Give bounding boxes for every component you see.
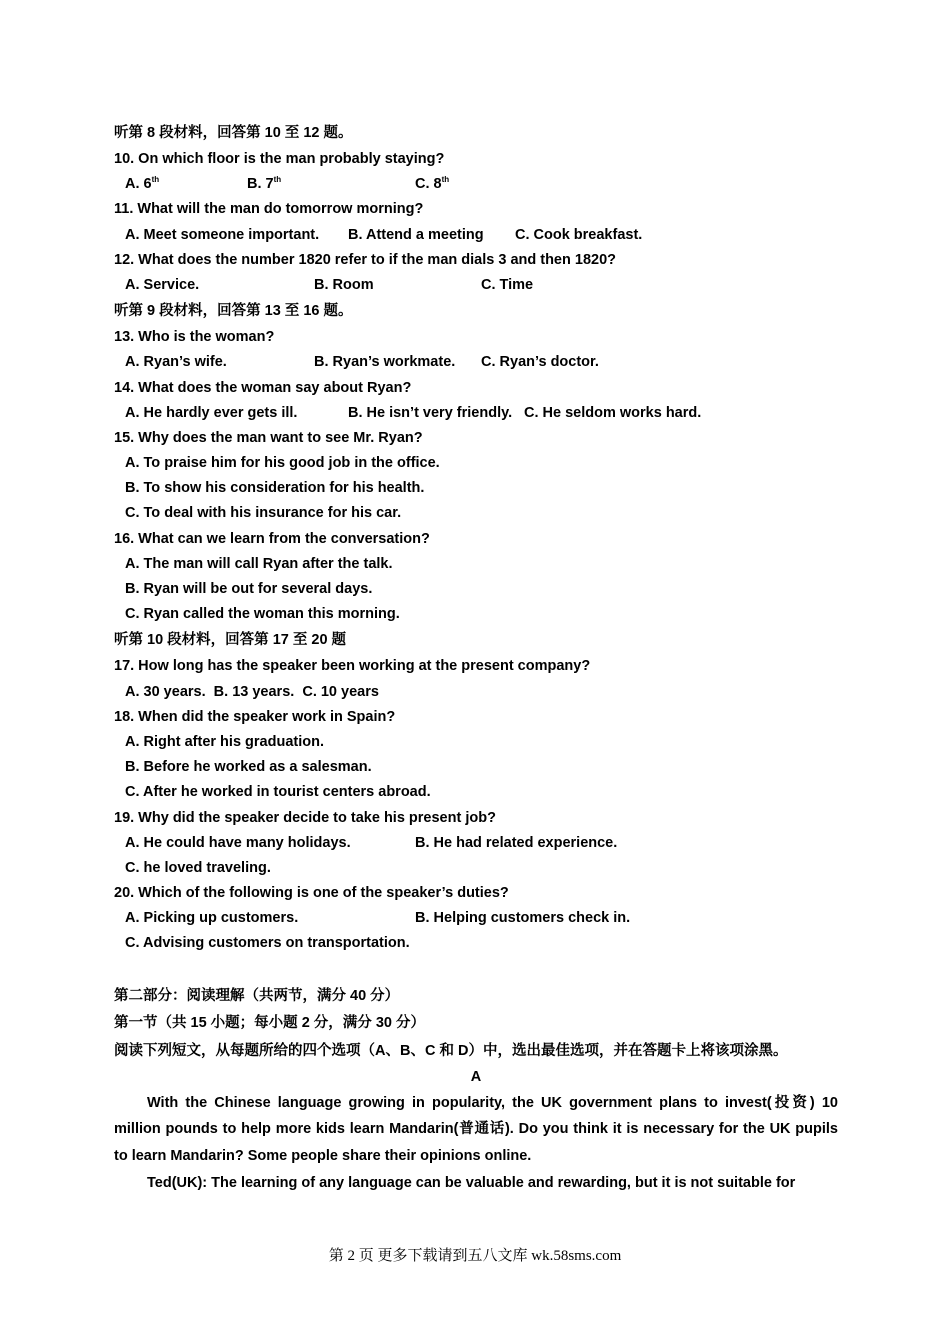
q10-stem: 10. On which floor is the man probably staying? — [114, 151, 445, 167]
q18-option-b: B. Before he worked as a salesman. — [125, 759, 372, 776]
q20-option-c: C. Advising customers on transportation. — [125, 935, 410, 952]
q20-option-b: B. Helping customers check in. — [415, 910, 631, 927]
q16-option-a: A. The man will call Ryan after the talk. — [125, 555, 393, 572]
q10-option-a: A. 6th — [125, 175, 160, 193]
q19-option-b: B. He had related experience. — [415, 834, 618, 851]
section-9-header: 听第 9 段材料，回答第 13 至 16 题。 — [114, 303, 353, 320]
q12-options — [114, 273, 838, 298]
page-footer: 第 2 页 更多下载请到五八文库 wk.58sms.com — [328, 1248, 622, 1264]
q11-stem: 11. What will the man do tomorrow morning? — [114, 201, 424, 218]
q16-stem: 16. What can we learn from the conversation? — [114, 530, 430, 547]
q17-options: A. 30 years. B. 13 years. C. 10 years — [125, 683, 379, 700]
q10-option-b: B. 7th — [247, 175, 282, 193]
passage-paragraph-1: With the Chinese language growing in popularity, the UK government plans to invest(投资) 10 million pounds to help more kids learn Mandarin(普通话). Do you think it is necessary for the UK pupils to learn Mandarin? Some people share their opinions online. — [114, 1094, 838, 1164]
q19-stem: 19. Why did the speaker decide to take his present job? — [114, 809, 496, 826]
q12-option-a: A. Service. — [125, 276, 200, 293]
q19-option-c: C. he loved traveling. — [125, 859, 271, 876]
q14-option-c: C. He seldom works hard. — [524, 404, 702, 421]
q11-option-b: B. Attend a meeting — [348, 226, 484, 243]
part2-instructions: 阅读下列短文，从每题所给的四个选项（A、B、C 和 D）中，选出最佳选项，并在答题卡上将该项涂黑。 — [114, 1042, 788, 1059]
section-8-header: 听第 8 段材料，回答第 10 至 12 题。 — [114, 125, 353, 141]
q13-option-c: C. Ryan’s doctor. — [481, 354, 599, 371]
q14-stem: 14. What does the woman say about Ryan? — [114, 379, 412, 396]
passage-paragraph-2: Ted(UK): The learning of any language can be valuable and rewarding, but it is not suitable for — [147, 1174, 796, 1191]
q18-option-a: A. Right after his graduation. — [125, 733, 324, 750]
q17-stem: 17. How long has the speaker been working at the present company? — [114, 658, 591, 675]
q14-options — [114, 401, 838, 426]
section-10-header: 听第 10 段材料，回答第 17 至 20 题 — [114, 632, 347, 649]
q12-stem: 12. What does the number 1820 refer to if the man dials 3 and then 1820? — [114, 251, 616, 268]
q20-options-ab — [114, 906, 838, 931]
q13-option-a: A. Ryan’s wife. — [125, 354, 227, 371]
q11-options — [114, 223, 838, 248]
q19-options-ab — [114, 831, 838, 856]
q14-option-b: B. He isn’t very friendly. — [348, 404, 513, 421]
q10-option-c: C. 8th — [415, 175, 450, 193]
q20-option-a: A. Picking up customers. — [125, 910, 299, 927]
q16-option-c: C. Ryan called the woman this morning. — [125, 606, 400, 623]
exam-page — [114, 120, 838, 1196]
q13-stem: 13. Who is the woman? — [114, 329, 275, 346]
q18-option-c: C. After he worked in tourist centers abroad. — [125, 784, 431, 801]
q12-option-c: C. Time — [481, 276, 534, 293]
passage-label: A — [470, 1068, 482, 1085]
q12-option-b: B. Room — [314, 276, 374, 293]
q15-stem: 15. Why does the man want to see Mr. Ryan? — [114, 429, 423, 446]
q19-option-a: A. He could have many holidays. — [125, 834, 351, 851]
q10-options — [114, 172, 838, 197]
q13-option-b: B. Ryan’s workmate. — [314, 354, 456, 371]
q11-option-a: A. Meet someone important. — [125, 226, 320, 243]
part2-section1: 第一节（共 15 小题；每小题 2 分，满分 30 分） — [114, 1014, 425, 1031]
q15-option-c: C. To deal with his insurance for his car. — [125, 505, 402, 522]
q16-option-b: B. Ryan will be out for several days. — [125, 581, 373, 597]
q13-options — [114, 350, 838, 375]
q18-stem: 18. When did the speaker work in Spain? — [114, 708, 396, 725]
q14-option-a: A. He hardly ever gets ill. — [125, 404, 298, 421]
q11-option-c: C. Cook breakfast. — [515, 226, 643, 243]
q20-stem: 20. Which of the following is one of the speaker’s duties? — [114, 885, 509, 902]
part2-title: 第二部分：阅读理解（共两节，满分 40 分） — [114, 987, 400, 1004]
q15-option-a: A. To praise him for his good job in the office. — [125, 455, 440, 472]
q15-option-b: B. To show his consideration for his health. — [125, 480, 425, 497]
